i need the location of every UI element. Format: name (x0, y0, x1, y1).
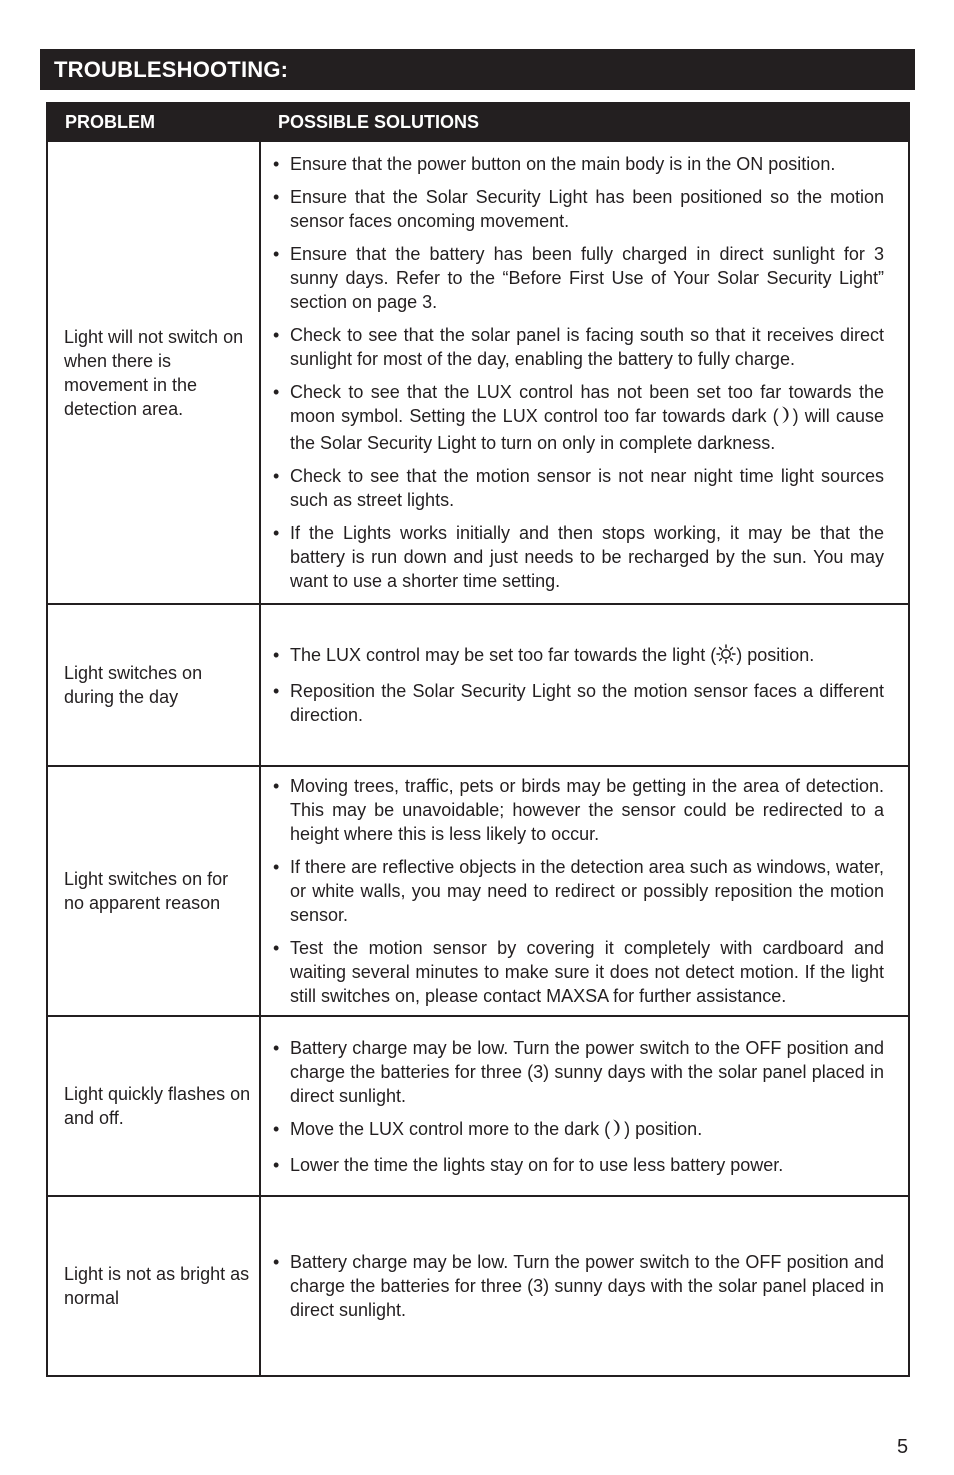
solutions-cell (260, 766, 909, 1016)
problem-cell: Light will not switch on when there is movement in the detection area. (47, 141, 260, 604)
solution-item: • Reposition the Solar Security Light so the motion sensor faces a different direction. (273, 679, 884, 727)
solution-item: • Battery charge may be low. Turn the power switch to the OFF position and charge the batteries for three (3) sunny days with the solar panel placed in direct sunlight. (273, 1250, 884, 1322)
solution-item (273, 643, 884, 670)
solution-item: • Battery charge may be low. Turn the power switch to the OFF position and charge the batteries for three (3) sunny days with the solar panel placed in direct sunlight. (273, 1036, 884, 1108)
problem-cell: Light switches on for no apparent reason (47, 766, 260, 1016)
solutions-list (273, 774, 884, 1008)
table-row (47, 141, 909, 604)
problem-column-header: PROBLEM (47, 103, 260, 141)
table-row (47, 604, 909, 766)
solution-item: • Ensure that the battery has been fully charged in direct sunlight for 3 sunny days. Refer to the “Before First Use of Your Solar Security Light” section on page 3. (273, 242, 884, 314)
solution-text: The LUX control may be set too far towards the light ( (290, 645, 717, 665)
solutions-cell (260, 604, 909, 766)
solution-text: ) position. (736, 645, 815, 665)
solution-item: • Check to see that the solar panel is facing south so that it receives direct sunlight for most of the day, enabling the battery to fully charge. (273, 323, 884, 371)
solution-item: • Ensure that the Solar Security Light has been positioned so the motion sensor faces oncoming movement. (273, 185, 884, 233)
solutions-cell (260, 1196, 909, 1376)
solutions-cell (260, 141, 909, 604)
solution-item: • Check to see that the motion sensor is not near night time light sources such as street lights. (273, 464, 884, 512)
solutions-cell (260, 1016, 909, 1196)
solution-text: Move the LUX control more to the dark ( (290, 1118, 611, 1139)
solutions-list (273, 643, 884, 727)
troubleshooting-table (46, 102, 910, 1377)
solution-item (273, 1117, 884, 1144)
problem-cell: Light quickly flashes on and off. (47, 1016, 260, 1196)
table-row (47, 766, 909, 1016)
table-row (47, 1196, 909, 1376)
solutions-list (273, 152, 884, 593)
section-title: TROUBLESHOOTING: (40, 49, 915, 90)
problem-cell: Light is not as bright as normal (47, 1196, 260, 1376)
solution-item: • Test the motion sensor by covering it completely with cardboard and waiting several minutes to make sure it does not detect motion. If the light still switches on, please contact MAXSA for further assistance. (273, 936, 884, 1008)
solutions-list (273, 1036, 884, 1177)
solutions-list (273, 1250, 884, 1322)
page-number: 5 (897, 1436, 909, 1458)
solution-text: ) will cause the Solar Security Light to turn on only in complete darkness. (290, 406, 884, 453)
moon-icon (779, 405, 793, 431)
solution-item: • Ensure that the power button on the main body is in the ON position. (273, 152, 884, 176)
solution-text: Check to see that the LUX control has not been set too far towards the moon symbol. Setting the LUX control too far towards dark ( (290, 382, 884, 426)
solutions-column-header: POSSIBLE SOLUTIONS (260, 103, 909, 141)
table-row (47, 1016, 909, 1196)
table-header-row (47, 103, 909, 141)
problem-cell: Light switches on during the day (47, 604, 260, 766)
solution-text: ) position. (624, 1118, 703, 1139)
sun-icon (716, 644, 736, 670)
moon-icon (610, 1118, 624, 1144)
solution-item: • If the Lights works initially and then stops working, it may be that the battery is run down and just needs to be recharged by the sun. You may want to use a shorter time setting. (273, 521, 884, 593)
solution-item: • If there are reflective objects in the detection area such as windows, water, or white walls, you may need to redirect or possibly reposition the motion sensor. (273, 855, 884, 927)
solution-item: • Moving trees, traffic, pets or birds may be getting in the area of detection. This may be unavoidable; however the sensor could be redirected to a height where this is less likely to occur. (273, 774, 884, 846)
solution-item (273, 380, 884, 455)
solution-item: • Lower the time the lights stay on for to use less battery power. (273, 1153, 884, 1177)
